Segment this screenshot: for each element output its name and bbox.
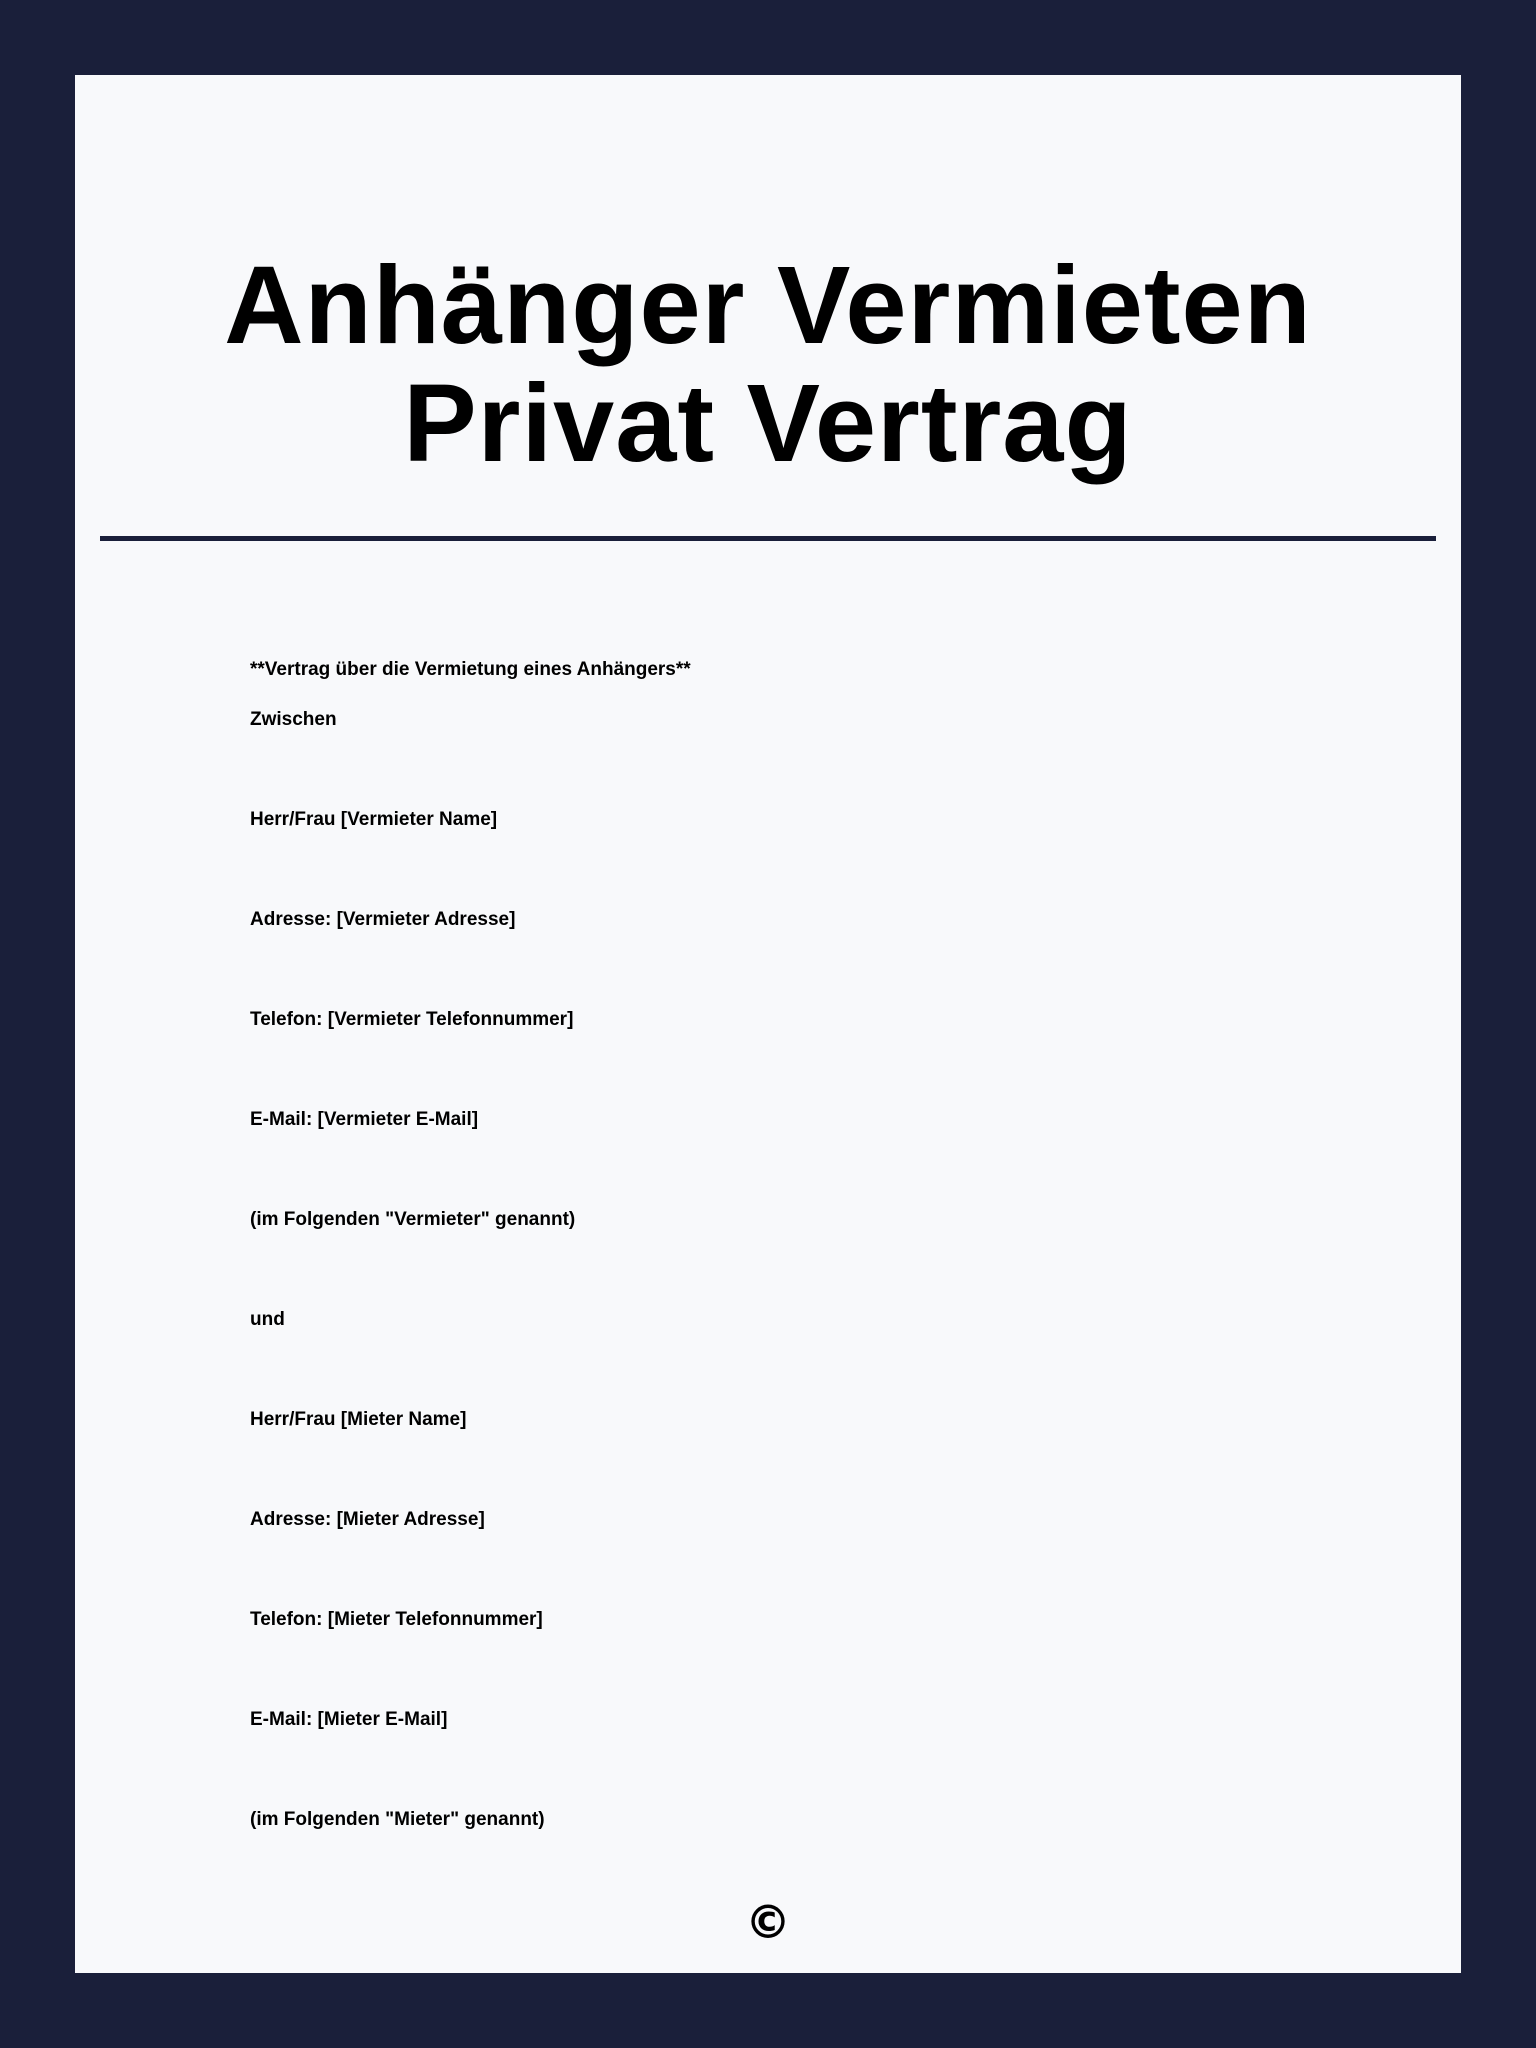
- text-between: Zwischen: [250, 709, 337, 730]
- title-divider: [100, 536, 1436, 541]
- contract-heading: **Vertrag über die Vermietung eines Anhängers**: [250, 659, 691, 680]
- document-page: [75, 75, 1461, 1973]
- tenant-phone: Telefon: [Mieter Telefonnummer]: [250, 1609, 543, 1630]
- landlord-name: Herr/Frau [Vermieter Name]: [250, 809, 498, 830]
- landlord-email: E-Mail: [Vermieter E-Mail]: [250, 1109, 479, 1130]
- document-title: Anhänger Vermieten Privat Vertrag: [224, 244, 1312, 485]
- copyright-icon: ©: [745, 1895, 791, 1949]
- contract-body: [250, 658, 1250, 1908]
- landlord-designation: (im Folgenden "Vermieter" genannt): [250, 1209, 576, 1230]
- landlord-address: Adresse: [Vermieter Adresse]: [250, 909, 516, 930]
- tenant-address: Adresse: [Mieter Adresse]: [250, 1509, 485, 1530]
- tenant-name: Herr/Frau [Mieter Name]: [250, 1409, 467, 1430]
- landlord-phone: Telefon: [Vermieter Telefonnummer]: [250, 1009, 574, 1030]
- tenant-email: E-Mail: [Mieter E-Mail]: [250, 1709, 448, 1730]
- tenant-designation: (im Folgenden "Mieter" genannt): [250, 1809, 545, 1830]
- text-and: und: [250, 1309, 285, 1330]
